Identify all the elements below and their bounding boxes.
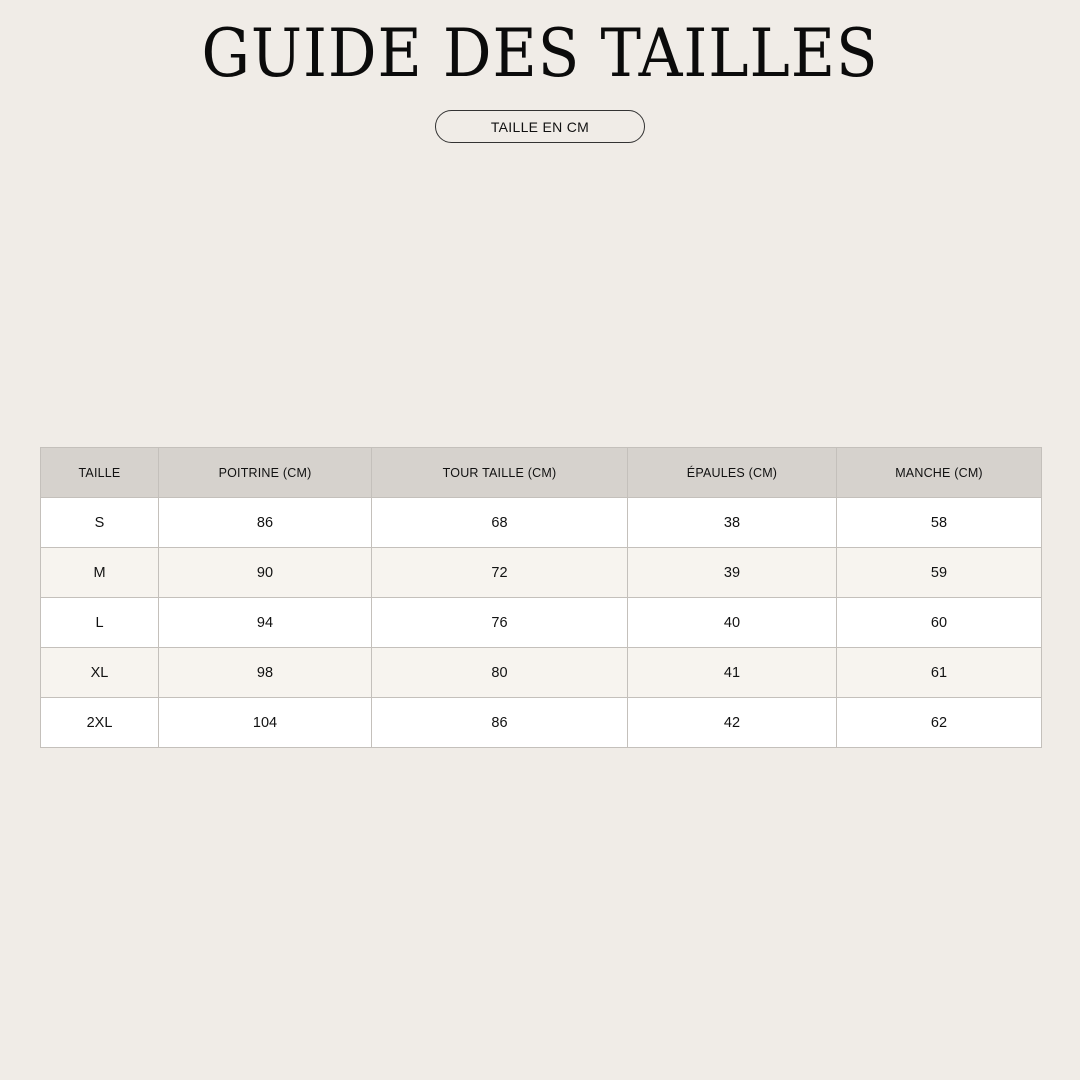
cell-size: L <box>41 598 159 648</box>
cell-epaules: 42 <box>628 698 837 748</box>
column-header-tour-taille: TOUR TAILLE (CM) <box>372 448 628 498</box>
cell-size: XL <box>41 648 159 698</box>
cell-poitrine: 90 <box>159 548 372 598</box>
column-header-poitrine: POITRINE (CM) <box>159 448 372 498</box>
cell-size: M <box>41 548 159 598</box>
cell-manche: 60 <box>837 598 1042 648</box>
cell-epaules: 38 <box>628 498 837 548</box>
table-header <box>41 448 1042 498</box>
size-chart-table <box>40 447 1042 748</box>
cell-manche: 61 <box>837 648 1042 698</box>
cell-tour-taille: 86 <box>372 698 628 748</box>
table-header-row <box>41 448 1042 498</box>
table-row-xl <box>41 648 1042 698</box>
cell-epaules: 39 <box>628 548 837 598</box>
cell-poitrine: 94 <box>159 598 372 648</box>
cell-manche: 62 <box>837 698 1042 748</box>
cell-epaules: 40 <box>628 598 837 648</box>
table-row-m <box>41 548 1042 598</box>
cell-manche: 59 <box>837 548 1042 598</box>
cell-epaules: 41 <box>628 648 837 698</box>
cell-tour-taille: 80 <box>372 648 628 698</box>
cell-size: 2XL <box>41 698 159 748</box>
column-header-taille: TAILLE <box>41 448 159 498</box>
cell-tour-taille: 72 <box>372 548 628 598</box>
column-header-epaules: ÉPAULES (CM) <box>628 448 837 498</box>
cell-poitrine: 98 <box>159 648 372 698</box>
cell-tour-taille: 76 <box>372 598 628 648</box>
cell-poitrine: 86 <box>159 498 372 548</box>
cell-tour-taille: 68 <box>372 498 628 548</box>
cell-poitrine: 104 <box>159 698 372 748</box>
table-body <box>41 498 1042 748</box>
column-header-manche: MANCHE (CM) <box>837 448 1042 498</box>
cell-manche: 58 <box>837 498 1042 548</box>
table-row-s <box>41 498 1042 548</box>
table-row-l <box>41 598 1042 648</box>
table-row-2xl <box>41 698 1042 748</box>
unit-badge: TAILLE EN CM <box>435 110 645 143</box>
cell-size: S <box>41 498 159 548</box>
page-title: GUIDE DES TAILLES <box>201 15 879 92</box>
